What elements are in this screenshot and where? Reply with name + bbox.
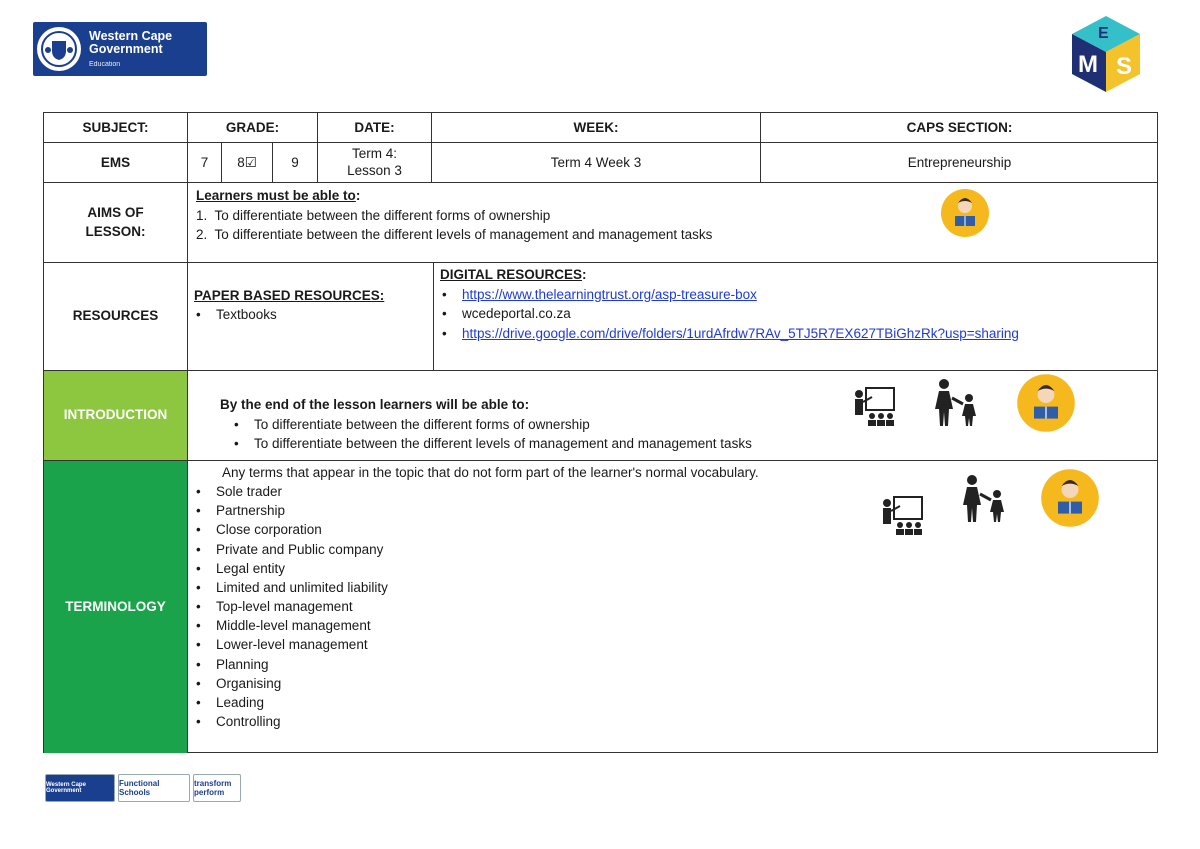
digital-link-learningtrust[interactable]: • https://www.thelearningtrust.org/asp-treasure-box xyxy=(434,285,1152,305)
resources-label: RESOURCES xyxy=(44,263,188,371)
digital-resources-heading: DIGITAL RESOURCES: xyxy=(440,267,587,282)
date-value: Term 4: Lesson 3 xyxy=(318,143,432,183)
digital-item-wcedeportal: • wcedeportal.co.za xyxy=(434,304,1152,324)
svg-text:E: E xyxy=(1098,25,1109,42)
teacher-class-icon xyxy=(852,385,898,432)
grade-7: 7 xyxy=(188,143,222,183)
terminology-item: • Controlling xyxy=(188,712,1158,731)
footer-transform-perform-logo: transform perform xyxy=(193,774,241,802)
header-caps-section: CAPS SECTION: xyxy=(761,113,1158,143)
introduction-label: INTRODUCTION xyxy=(44,371,188,461)
terminology-item: • Partnership xyxy=(188,501,1158,520)
svg-text:S: S xyxy=(1116,53,1133,80)
terminology-item: • Limited and unlimited liability xyxy=(188,578,1158,597)
paper-item-textbooks: • Textbooks xyxy=(188,306,427,325)
teacher-class-icon xyxy=(880,494,926,541)
wcg-logo xyxy=(33,22,207,76)
header-week: WEEK: xyxy=(432,113,761,143)
wcg-title: Western Cape Government xyxy=(89,28,173,56)
aims-item-1: 1. To differentiate between the different forms of ownership xyxy=(196,207,551,223)
terminology-item: • Middle-level management xyxy=(188,616,1158,635)
aims-heading: Learners must be able to: xyxy=(196,188,361,203)
terminology-item: • Planning xyxy=(188,655,1158,674)
digital-resources xyxy=(434,263,1158,371)
terminology-label: TERMINOLOGY xyxy=(44,461,188,753)
aims-content xyxy=(188,183,1158,263)
terminology-item: • Leading xyxy=(188,693,1158,712)
footer-logos xyxy=(45,773,241,803)
terminology-item: • Close corporation xyxy=(188,520,1158,539)
introduction-heading: By the end of the lesson learners will be able to: xyxy=(220,397,530,412)
introduction-item-1: • To differentiate between the different forms of ownership xyxy=(226,415,1158,435)
parent-child-icon xyxy=(930,378,982,433)
header-grade: GRADE: xyxy=(188,113,318,143)
lesson-plan-table xyxy=(43,112,1158,753)
terminology-item: • Private and Public company xyxy=(188,540,1158,559)
introduction-item-2: • To differentiate between the different levels of management and management tasks xyxy=(226,434,1158,454)
digital-link-google-drive[interactable]: • https://drive.google.com/drive/folders/1urdAfrdw7RAv_5TJ5R7EX627TBiGhzRk?usp=sharing xyxy=(434,324,1152,344)
reading-student-icon xyxy=(1016,373,1076,438)
terminology-item: • Legal entity xyxy=(188,559,1158,578)
week-value: Term 4 Week 3 xyxy=(432,143,761,183)
subject-value: EMS xyxy=(44,143,188,183)
terminology-item: • Lower-level management xyxy=(188,635,1158,654)
terminology-item: • Organising xyxy=(188,674,1158,693)
wcg-subtitle: Education xyxy=(89,60,121,68)
terminology-list xyxy=(188,482,1158,731)
header-date: DATE: xyxy=(318,113,432,143)
grade-8-checked: 8☑ xyxy=(222,143,273,183)
footer-wcg-logo: Western Cape Government xyxy=(45,774,115,802)
paper-resources-heading: PAPER BASED RESOURCES: xyxy=(194,288,385,303)
svg-text:M: M xyxy=(1078,51,1098,78)
introduction-content xyxy=(188,371,1158,461)
aims-item-2: 2. To differentiate between the different levels of management and management tasks xyxy=(196,227,713,243)
aims-label: AIMS OF LESSON: xyxy=(44,183,188,263)
terminology-item: • Top-level management xyxy=(188,597,1158,616)
footer-functional-schools-logo: Functional Schools xyxy=(118,774,190,802)
ems-cube-logo-icon xyxy=(1066,14,1146,94)
paper-resources xyxy=(188,263,434,371)
grade-9: 9 xyxy=(273,143,318,183)
coat-of-arms-icon xyxy=(37,27,81,71)
terminology-content xyxy=(188,461,1158,753)
terminology-item: • Sole trader xyxy=(188,482,1158,501)
header-subject: SUBJECT: xyxy=(44,113,188,143)
reading-student-icon xyxy=(940,188,990,244)
terminology-intro: Any terms that appear in the topic that do not form part of the learner's normal vocabulary. xyxy=(222,465,759,480)
caps-value: Entrepreneurship xyxy=(761,143,1158,183)
parent-child-icon xyxy=(958,474,1010,529)
reading-student-icon xyxy=(1040,468,1100,533)
